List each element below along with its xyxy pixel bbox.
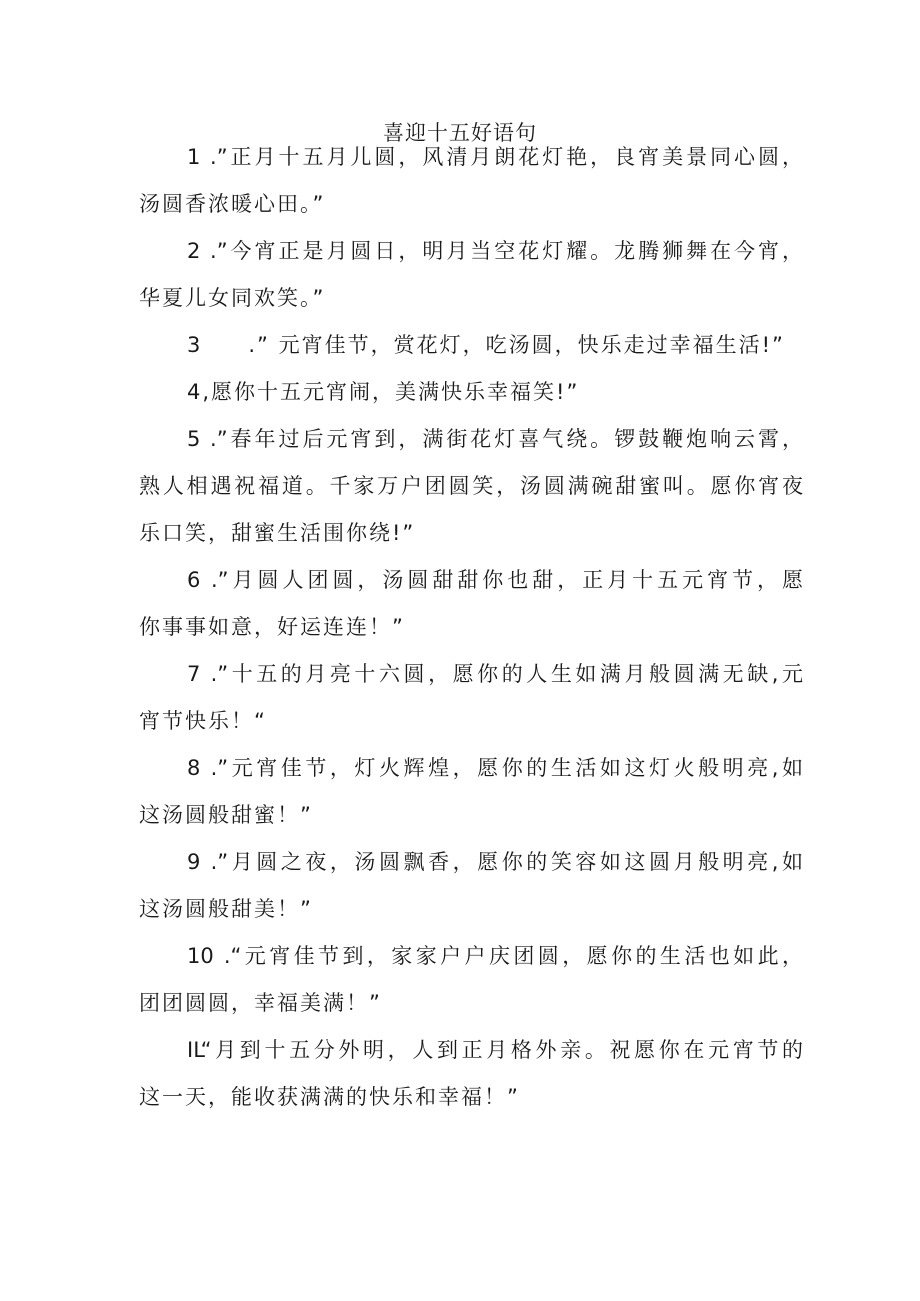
paragraph-line: 华夏儿女同欢笑。” — [139, 286, 326, 310]
paragraph-line: IL“月到十五分外明，人到正月格外亲。祝愿你在元宵节的 — [187, 1038, 803, 1062]
paragraph-line: 宵节快乐！“ — [139, 709, 267, 733]
paragraph-line: 这汤圆般甜美！” — [139, 897, 313, 921]
paragraph-line: 5 .”春年过后元宵到，满街花灯喜气绕。锣鼓鞭炮响云霄， — [187, 427, 803, 451]
paragraph-item-3 — [139, 322, 803, 369]
paragraph-item-10 — [139, 933, 803, 1027]
paragraph-line: 你事事如意，好运连连！” — [139, 615, 405, 639]
paragraph-line: 2 .”今宵正是月圆日，明月当空花灯耀。龙腾狮舞在今宵， — [187, 239, 803, 263]
paragraph-line: 这一天，能收获满满的快乐和幸福！” — [139, 1085, 520, 1109]
paragraph-item-6 — [139, 557, 803, 651]
paragraph-line: 10 .“元宵佳节到，家家户户庆团圆，愿你的生活也如此， — [187, 944, 803, 968]
paragraph-line: 7 .”十五的月亮十六圆，愿你的人生如满月般圆满无缺,元 — [187, 662, 803, 686]
paragraph-line: 熟人相遇祝福道。千家万户团圆笑，汤圆满碗甜蜜叫。愿你宵夜 — [139, 474, 803, 498]
paragraph-item-7 — [139, 651, 803, 745]
paragraph-line: 乐口笑，甜蜜生活围你绕!” — [139, 521, 416, 545]
paragraph-line: 8 .”元宵佳节，灯火辉煌，愿你的生活如这灯火般明亮,如 — [187, 756, 803, 780]
paragraph-line: 9 .”月圆之夜，汤圆飘香，愿你的笑容如这圆月般明亮,如 — [187, 850, 803, 874]
paragraph-line: 6 .”月圆人团圆，汤圆甜甜你也甜，正月十五元宵节，愿 — [187, 568, 803, 592]
paragraph-item-8 — [139, 745, 803, 839]
paragraph-line: 汤圆香浓暖心田。” — [139, 192, 326, 216]
paragraph-line: 4,愿你十五元宵闹，美满快乐幸福笑!” — [187, 380, 580, 404]
paragraph-item-11 — [139, 1027, 803, 1121]
paragraph-item-4 — [139, 369, 803, 416]
paragraph-line: 3 .” 元宵佳节，赏花灯，吃汤圆，快乐走过幸福生活!” — [187, 333, 785, 357]
paragraph-item-5 — [139, 416, 803, 557]
paragraph-item-9 — [139, 839, 803, 933]
document-title: 喜迎十五好语句 — [383, 121, 537, 145]
paragraph-line: 1 .”正月十五月儿圆，风清月朗花灯艳，良宵美景同心圆， — [187, 145, 803, 169]
paragraph-item-1 — [139, 134, 803, 228]
paragraph-line: 团团圆圆，幸福美满！” — [139, 991, 382, 1015]
paragraph-item-2 — [139, 228, 803, 322]
document-body — [139, 134, 803, 1121]
paragraph-line: 这汤圆般甜蜜！” — [139, 803, 313, 827]
